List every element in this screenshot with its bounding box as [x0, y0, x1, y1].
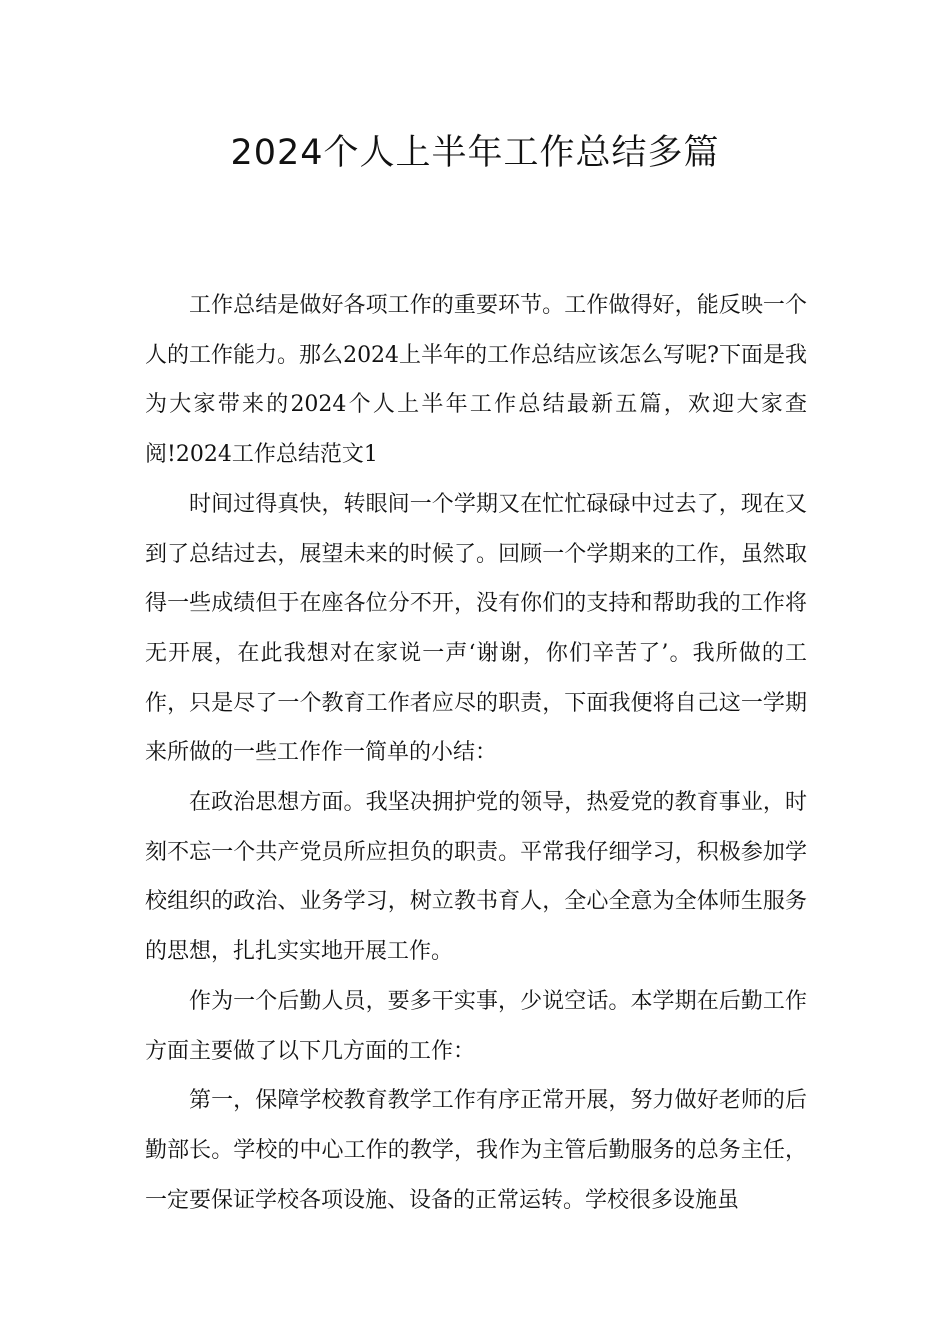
document-body — [145, 281, 807, 1225]
paragraph-intro: 工作总结是做好各项工作的重要环节。工作做得好，能反映一个人的工作能力。那么2024上半年的工作总结应该怎么写呢?下面是我为大家带来的2024个人上半年工作总结最新五篇，欢迎大家查阅!2024工作总结范文1 — [145, 293, 807, 468]
paragraph-politics: 在政治思想方面。我坚决拥护党的领导，热爱党的教育事业，时刻不忘一个共产党员所应担负的职责。平常我仔细学习，积极参加学校组织的政治、业务学习，树立教书育人，全心全意为全体师生服务的思想，扎扎实实地开展工作。 — [145, 790, 807, 965]
document-title: 2024个人上半年工作总结多篇 — [230, 133, 720, 173]
paragraph-first: 第一，保障学校教育教学工作有序正常开展，努力做好老师的后勤部长。学校的中心工作的教学，我作为主管后勤服务的总务主任，一定要保证学校各项设施、设备的正常运转。学校很多设施虽 — [145, 1088, 807, 1213]
paragraph-time: 时间过得真快，转眼间一个学期又在忙忙碌碌中过去了，现在又到了总结过去，展望未来的时候了。回顾一个学期来的工作，虽然取得一些成绩但于在座各位分不开，没有你们的支持和帮助我的工作将无开展，在此我想对在家说一声‘谢谢，你们辛苦了’。我所做的工作，只是尽了一个教育工作者应尽的职责，下面我便将自己这一学期来所做的一些工作作一简单的小结： — [145, 491, 807, 766]
paragraph-logistics: 作为一个后勤人员，要多干实事，少说空话。本学期在后勤工作方面主要做了以下几方面的工作： — [145, 988, 807, 1064]
